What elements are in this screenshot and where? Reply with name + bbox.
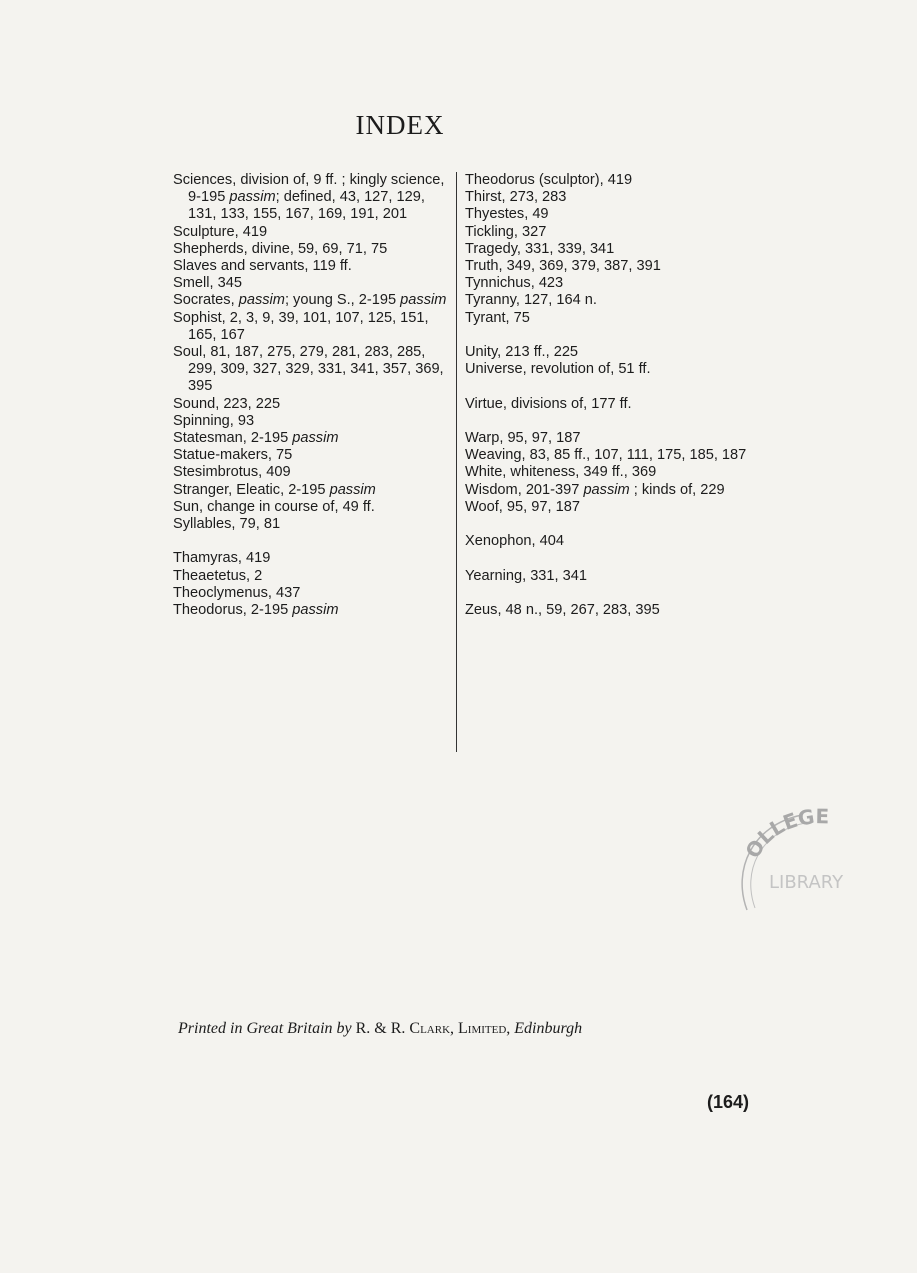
index-entry [173,516,453,533]
index-entry [173,447,453,464]
entry-heading: Yearning, [465,567,527,584]
index-entry [465,430,765,447]
entry-heading: Spinning, [173,412,234,429]
index-entry [173,499,453,516]
index-entry [173,344,453,396]
entry-heading: Theoclymenus, [173,584,272,601]
entry-heading: Tragedy, [465,240,521,257]
entry-heading: Thyestes, [465,206,529,223]
entry-pages: 213 ff., 225 [501,344,579,361]
entry-heading: Wisdom, [465,481,522,498]
entry-passim: passim [292,602,339,619]
index-entry [465,241,765,258]
entry-pages: 419 [603,172,633,188]
entry-heading: White, whiteness, [465,464,580,481]
entry-heading: Unity, [465,344,502,361]
entry-pages: 419 [241,550,271,567]
entry-pages: 81, 187, 275, 279, 281, 283, 285, 299, 309, 327, 329, 331, 341, 357, 369, 395 [188,344,444,395]
index-entry [465,482,765,499]
index-entry [173,602,453,619]
entry-heading: Tickling, [465,223,518,240]
index-entry [465,275,765,292]
entry-more: ; kinds of, 229 [629,481,725,498]
index-entry [173,275,453,292]
entry-pages: 437 [271,584,301,601]
index-entry [465,396,765,413]
entry-heading: Truth, [465,258,503,275]
entry-pages: 419 [238,223,268,240]
index-entry [173,568,453,585]
entry-pages: 127, 164 n. [519,292,597,309]
entry-pages: 327 [517,223,547,240]
index-entry [465,206,765,223]
index-entry [173,482,453,499]
entry-heading: Stesimbrotus, [173,464,263,481]
stamp-inner-text: LIBRARY [769,872,844,893]
entry-heading: Sculpture, [173,223,239,240]
entry-pages: 345 [213,275,242,292]
entry-pages: 201-397 [521,481,584,498]
entry-pages: 409 [262,464,291,481]
index-entry [465,258,765,275]
entry-pages: 59, 69, 71, 75 [293,240,388,257]
entry-passim: passim [329,481,376,498]
entry-heading: Universe, revolution of, [465,361,615,378]
index-entry [465,602,765,619]
entry-pages: 273, 283 [505,189,567,206]
svg-text:OLLEGE [740,804,829,862]
entry-pages: 93 [233,412,255,429]
entry-pages: 2-195 [284,481,330,498]
entry-pages: 349, 369, 379, 387, 391 [502,258,661,275]
index-entry [173,310,453,344]
index-entry [173,172,453,224]
entry-heading: Woof, [465,498,503,515]
index-entry [173,585,453,602]
entry-heading: Tyrant, [465,309,510,326]
entry-heading: Warp, [465,430,504,446]
column-divider [456,172,457,752]
entry-pages: 2-195 [246,602,293,619]
entry-pages: 331, 339, 341 [520,240,615,257]
index-entry [173,430,453,447]
entry-more: ; defined, 43, 127, 129, 131, 133, 155, 167, 169, 191, 201 [188,189,425,223]
index-entry [173,464,453,481]
page-title: INDEX [355,110,445,140]
index-entry [465,224,765,241]
entry-passim: passim [229,189,276,206]
entry-heading: Statue-makers, [173,447,272,464]
index-entry [465,292,765,309]
entry-pages: 9 ff. ; kingly science, 9-195 [188,172,445,206]
entry-heading: Soul, [173,344,207,361]
entry-heading: Weaving, [465,447,526,464]
entry-pages: 2, 3, 9, 39, 101, 107, 125, 151, 165, 167 [188,309,429,343]
index-letter-gap [465,378,765,395]
entry-heading: Thirst, [465,189,506,206]
entry-heading: Slaves and servants, [173,258,309,275]
index-letter-gap [465,585,765,602]
entry-passim: passim [238,292,285,309]
index-entry [173,550,453,567]
entry-passim: passim [400,292,447,309]
entry-heading: Syllables, [173,516,236,533]
printer-colophon [178,1020,778,1038]
index-entry [465,533,765,550]
entry-pages: 49 [528,206,549,223]
entry-heading: Tynnichus, [465,275,535,292]
entry-pages: 2 [250,567,263,584]
entry-heading: Theaetetus, [173,567,251,584]
index-letter-gap [465,516,765,533]
entry-pages: 48 n., 59, 267, 283, 395 [501,601,660,618]
entry-heading: Sciences, division of, [173,172,310,188]
index-column-left [173,172,453,619]
entry-passim: passim [583,481,630,498]
entry-pages: 349 ff., 369 [579,464,657,481]
index-entry [465,361,765,378]
entry-pages: 331, 341 [526,567,588,584]
entry-pages: 75 [509,309,530,326]
page-number: (164) [707,1092,750,1112]
printer-firm: R. & R. Clark, Limited, [355,1020,511,1037]
entry-heading: Sophist, [173,309,226,326]
entry-heading: Shepherds, divine, [173,240,294,257]
entry-pages: 83, 85 ff., 107, 111, 175, 185, 187 [525,447,747,464]
entry-passim: passim [292,430,339,447]
index-entry [465,172,765,189]
index-entry [173,292,453,309]
library-stamp [727,790,917,940]
entry-pages: 423 [534,275,564,292]
entry-pages: 119 ff. [308,258,352,275]
index-entry [173,396,453,413]
index-letter-gap [173,533,453,550]
entry-heading: Zeus, [465,601,502,618]
entry-pages: 404 [535,533,565,550]
index-entry [465,189,765,206]
index-entry [465,499,765,516]
index-entry [465,568,765,585]
index-letter-gap [465,550,765,567]
stamp-arc-text: OLLEGE [740,804,830,863]
index-entry [465,344,765,361]
printer-printed-by: Printed in Great Britain by [178,1020,352,1037]
printer-city: Edinburgh [514,1020,583,1037]
entry-pages: 223, 225 [219,395,281,412]
entry-heading: Thamyras, [173,550,242,567]
entry-heading: Tyranny, [465,292,520,309]
entry-heading: Theodorus, [173,602,247,619]
entry-pages: 95, 97, 187 [503,430,581,446]
index-letter-gap [465,413,765,430]
entry-heading: Sun, change in course of, [173,498,339,515]
entry-pages: 49 ff. [338,498,375,515]
index-column-right [465,172,765,619]
entry-heading: Virtue, divisions of, [465,395,588,412]
index-entry [465,464,765,481]
entry-pages: 2-195 [246,430,293,447]
entry-pages: 51 ff. [614,361,651,378]
entry-heading: Xenophon, [465,533,536,550]
entry-heading: Theodorus (sculptor), [465,172,604,188]
index-entry [173,413,453,430]
entry-heading: Stranger, Eleatic, [173,481,285,498]
index-entry [173,224,453,241]
index-entry [465,447,765,464]
entry-pages: 177 ff. [587,395,632,412]
index-entry [173,241,453,258]
entry-more: ; young S., 2-195 [284,292,401,309]
entry-pages: 95, 97, 187 [502,498,580,515]
entry-heading: Smell, [173,275,214,292]
entry-heading: Statesman, [173,430,247,447]
entry-pages: 79, 81 [235,516,281,533]
entry-pages: 75 [271,447,293,464]
index-letter-gap [465,327,765,344]
index-entry [173,258,453,275]
index-entry [465,310,765,327]
entry-heading: Sound, [173,395,220,412]
entry-heading: Socrates, [173,292,235,309]
